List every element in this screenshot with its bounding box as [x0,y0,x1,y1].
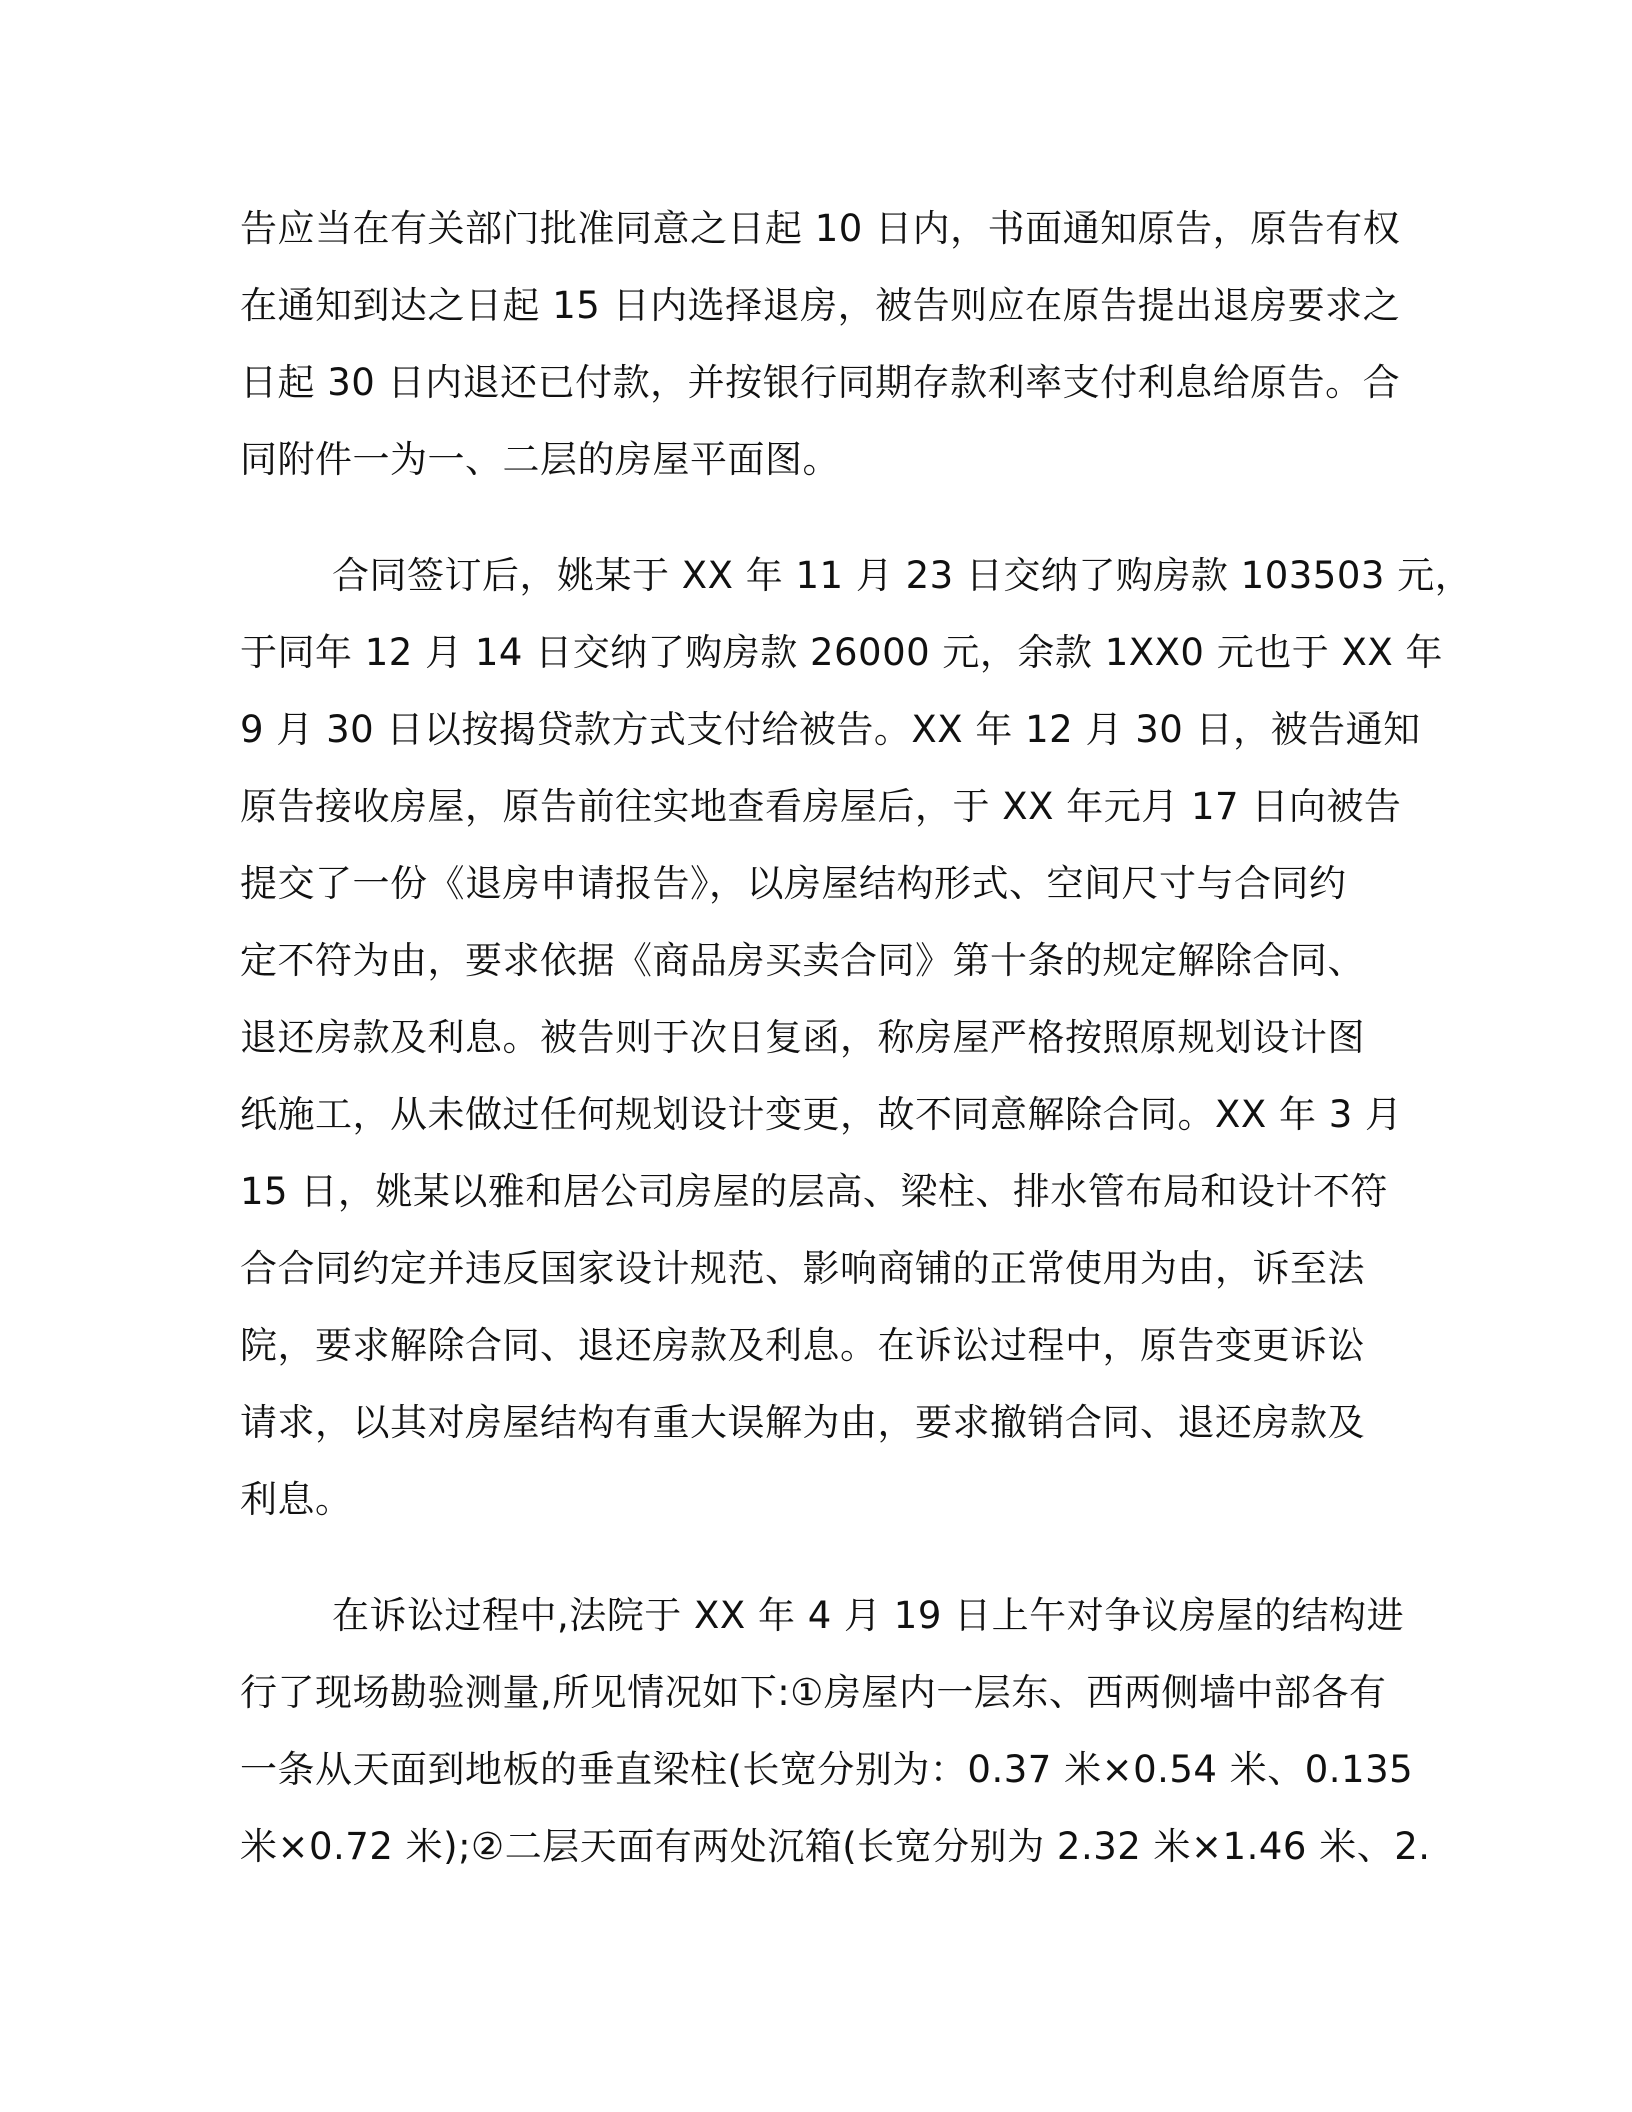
text-line: 提交了一份《退房申请报告》，以房屋结构形式、空间尺寸与合同约 [240,862,1347,905]
paragraph-spacer [240,498,1390,537]
text-line: 在通知到达之日起 15 日内选择退房，被告则应在原告提出退房要求之 [240,284,1401,327]
text-line: 定不符为由，要求依据《商品房买卖合同》第十条的规定解除合同、 [240,939,1365,982]
text-line: 一条从天面到地板的垂直梁柱(长宽分别为：0.37 米×0.54 米、0.135 [240,1748,1414,1791]
text-line: 同附件一为一、二层的房屋平面图。 [240,438,840,481]
text-line: 利息。 [240,1478,353,1521]
paragraph-spacer [240,1538,1390,1577]
paragraph-1 [240,190,1401,498]
text-line: 合合同约定并违反国家设计规范、影响商铺的正常使用为由，诉至法 [240,1247,1365,1290]
text-line: 日起 30 日内退还已付款，并按银行同期存款利率支付利息给原告。合 [240,361,1401,404]
text-line: 行了现场勘验测量,所见情况如下:①房屋内一层东、西两侧墙中部各有 [240,1671,1387,1714]
text-line: 于同年 12 月 14 日交纳了购房款 26000 元，余款 1XX0 元也于 XX 年 [240,631,1443,674]
paragraph-2 [240,537,1473,1538]
document-body [240,190,1473,1885]
text-line: 合同签订后，姚某于 XX 年 11 月 23 日交纳了购房款 103503 元， [332,554,1473,597]
text-line: 请求，以其对房屋结构有重大误解为由，要求撤销合同、退还房款及 [240,1401,1365,1444]
text-line: 纸施工，从未做过任何规划设计变更，故不同意解除合同。XX 年 3 月 [240,1093,1403,1136]
text-line: 米×0.72 米);②二层天面有两处沉箱(长宽分别为 2.32 米×1.46 米、2. [240,1825,1431,1868]
text-line: 在诉讼过程中,法院于 XX 年 4 月 19 日上午对争议房屋的结构进 [332,1594,1405,1637]
paragraph-3 [240,1577,1431,1885]
text-line: 原告接收房屋，原告前往实地查看房屋后，于 XX 年元月 17 日向被告 [240,785,1402,828]
text-line: 院，要求解除合同、退还房款及利息。在诉讼过程中，原告变更诉讼 [240,1324,1365,1367]
text-line: 15 日，姚某以雅和居公司房屋的层高、梁柱、排水管布局和设计不符 [240,1170,1388,1213]
text-line: 退还房款及利息。被告则于次日复函，称房屋严格按照原规划设计图 [240,1016,1365,1059]
text-line: 告应当在有关部门批准同意之日起 10 日内，书面通知原告，原告有权 [240,207,1401,250]
text-line: 9 月 30 日以按揭贷款方式支付给被告。XX 年 12 月 30 日，被告通知 [240,708,1421,751]
